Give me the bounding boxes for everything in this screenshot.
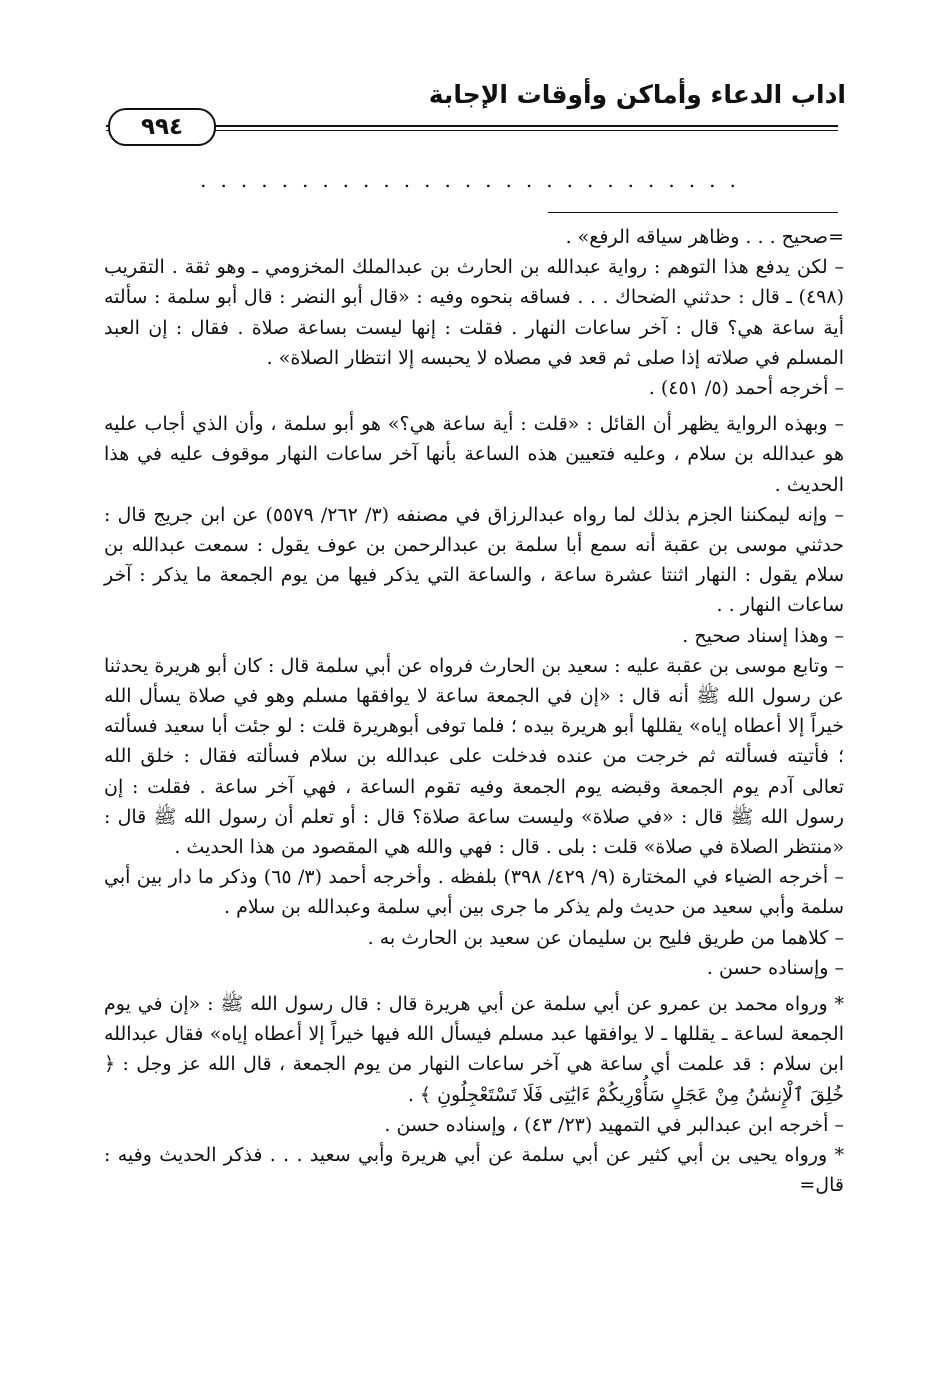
paragraph: – أخرجه ابن عبدالبر في التمهيد (٢٣/ ٤٣) ، وإسناده حسن . [384,1113,844,1136]
paragraph: – كلاهما من طريق فليح بن سليمان عن سعيد بن الحارث به . [367,926,844,949]
section-separator-dots: ........................... [200,168,750,192]
paragraph: =صحيح . . . وظاهر سياقه الرفع» . [565,226,844,248]
paragraph: – وإنه ليمكننا الجزم بذلك لما رواه عبدالرزاق في مصنفه (٣/ ٢٦٢/ ٥٥٧٩) عن ابن جريج قال : حدثني موسى بن عقبة أنه سمع أبا سلمة بن عبدالرحمن بن عوف يقول : سمعت عبدالله بن سلام يقول : النهار اثنتا عشرة ساعة ، والساعة التي يذكر فيها من يوم الجمعة ما يذكر : آخر ساعات النهار . . [104,503,844,617]
page-number-badge: ٩٩٤ [108,108,216,146]
paragraph: – وتابع موسى بن عقبة عليه : سعيد بن الحارث فرواه عن أبي سلمة قال : كان أبو هريرة يحدثنا عن رسول الله ﷺ أنه قال : «إن في الجمعة ساعة لا يوافقها مسلم وهو في صلاة يسأل الله خيراً إلا أعطاه إياه» يقللها أبو هريرة بيده ؛ فلما توفى أبوهريرة قلت : لو جئت أبا سعيد فسألته ؛ فأتيته فسألته ثم خرجت من عنده فدخلت على عبدالله بن سلام فسألته فقال : خلق الله تعالى آدم يوم الجمعة وقبضه يوم الجمعة وفيه تقوم الساعة ، فهي آخر ساعة . فقلت : إن رسول الله ﷺ قال : «في صلاة» وليست ساعة صلاة؟ قال : أو تعلم أن رسول الله ﷺ قال : «منتظر الصلاة في صلاة» قلت : بلى . قال : فهي والله هي المقصود من هذا الحديث . [104,654,844,859]
paragraph: – لكن يدفع هذا التوهم : رواية عبدالله بن الحارث بن عبدالملك المخزومي ـ وهو ثقة . التقريب (٤٩٨) ـ قال : حدثني الضحاك . . . فساقه بنحوه وفيه : «قال أبو النضر : قال أبو سلمة : سألته أية ساعة هي؟ قال : آخر ساعات النهار . فقلت : إنها ليست بساعة صلاة . فقال : إن العبد المسلم في صلاته إذا صلى ثم قعد في مصلاه لا يحبسه إلا انتظار الصلاة» . [104,256,844,369]
paragraph: – وهذا إسناد صحيح . [682,624,844,647]
paragraph: * ورواه محمد بن عمرو عن أبي سلمة عن أبي هريرة قال : قال رسول الله ﷺ : «إن في يوم الجمعة لساعة ـ يقللها ـ لا يوافقها عبد مسلم فيسأل الله فيها خيراً إلا أعطاه إياه» فقال عبدالله ابن سلام : قد علمت أي ساعة هي آخر ساعات النهار من يوم الجمعة ، قال الله عز وجل : ﴿ خُلِقَ ٱلْإِنسَٰنُ مِنْ عَجَلٍ سَأُوْرِيكُمْ ءَايَٰتِى فَلَا تَسْتَعْجِلُونِ ﴾ . [104,993,844,1106]
footnote-rule [548,212,838,213]
paragraph: – أخرجه الضياء في المختارة (٩/ ٤٢٩/ ٣٩٨) بلفظه . وأخرجه أحمد (٣/ ٦٥) وذكر ما دار بين أبي سلمة وأبي سعيد من حديث ولم يذكر ما جرى بين أبي سلمة وعبدالله بن سلام . [104,866,844,919]
paragraph: – وبهذه الرواية يظهر أن القائل : «قلت : أية ساعة هي؟» هو أبو سلمة ، وأن الذي أجاب عليه هو عبدالله بن سلام ، وعليه فتعيين هذه الساعة بأنها آخر ساعات النهار موقوف عليه في هذا الحديث . [104,413,844,496]
paragraph: * ورواه يحيى بن أبي كثير عن أبي سلمة عن أبي هريرة وأبي سعيد . . . فذكر الحديث وفيه : قال= [104,1144,844,1197]
paragraph: – أخرجه أحمد (٥/ ٤٥١) . [648,377,844,400]
running-header-title: اداب الدعاء وأماكن وأوقات الإجابة [428,80,846,109]
footnote-body [104,222,844,1201]
paragraph: – وإسناده حسن . [706,956,844,979]
